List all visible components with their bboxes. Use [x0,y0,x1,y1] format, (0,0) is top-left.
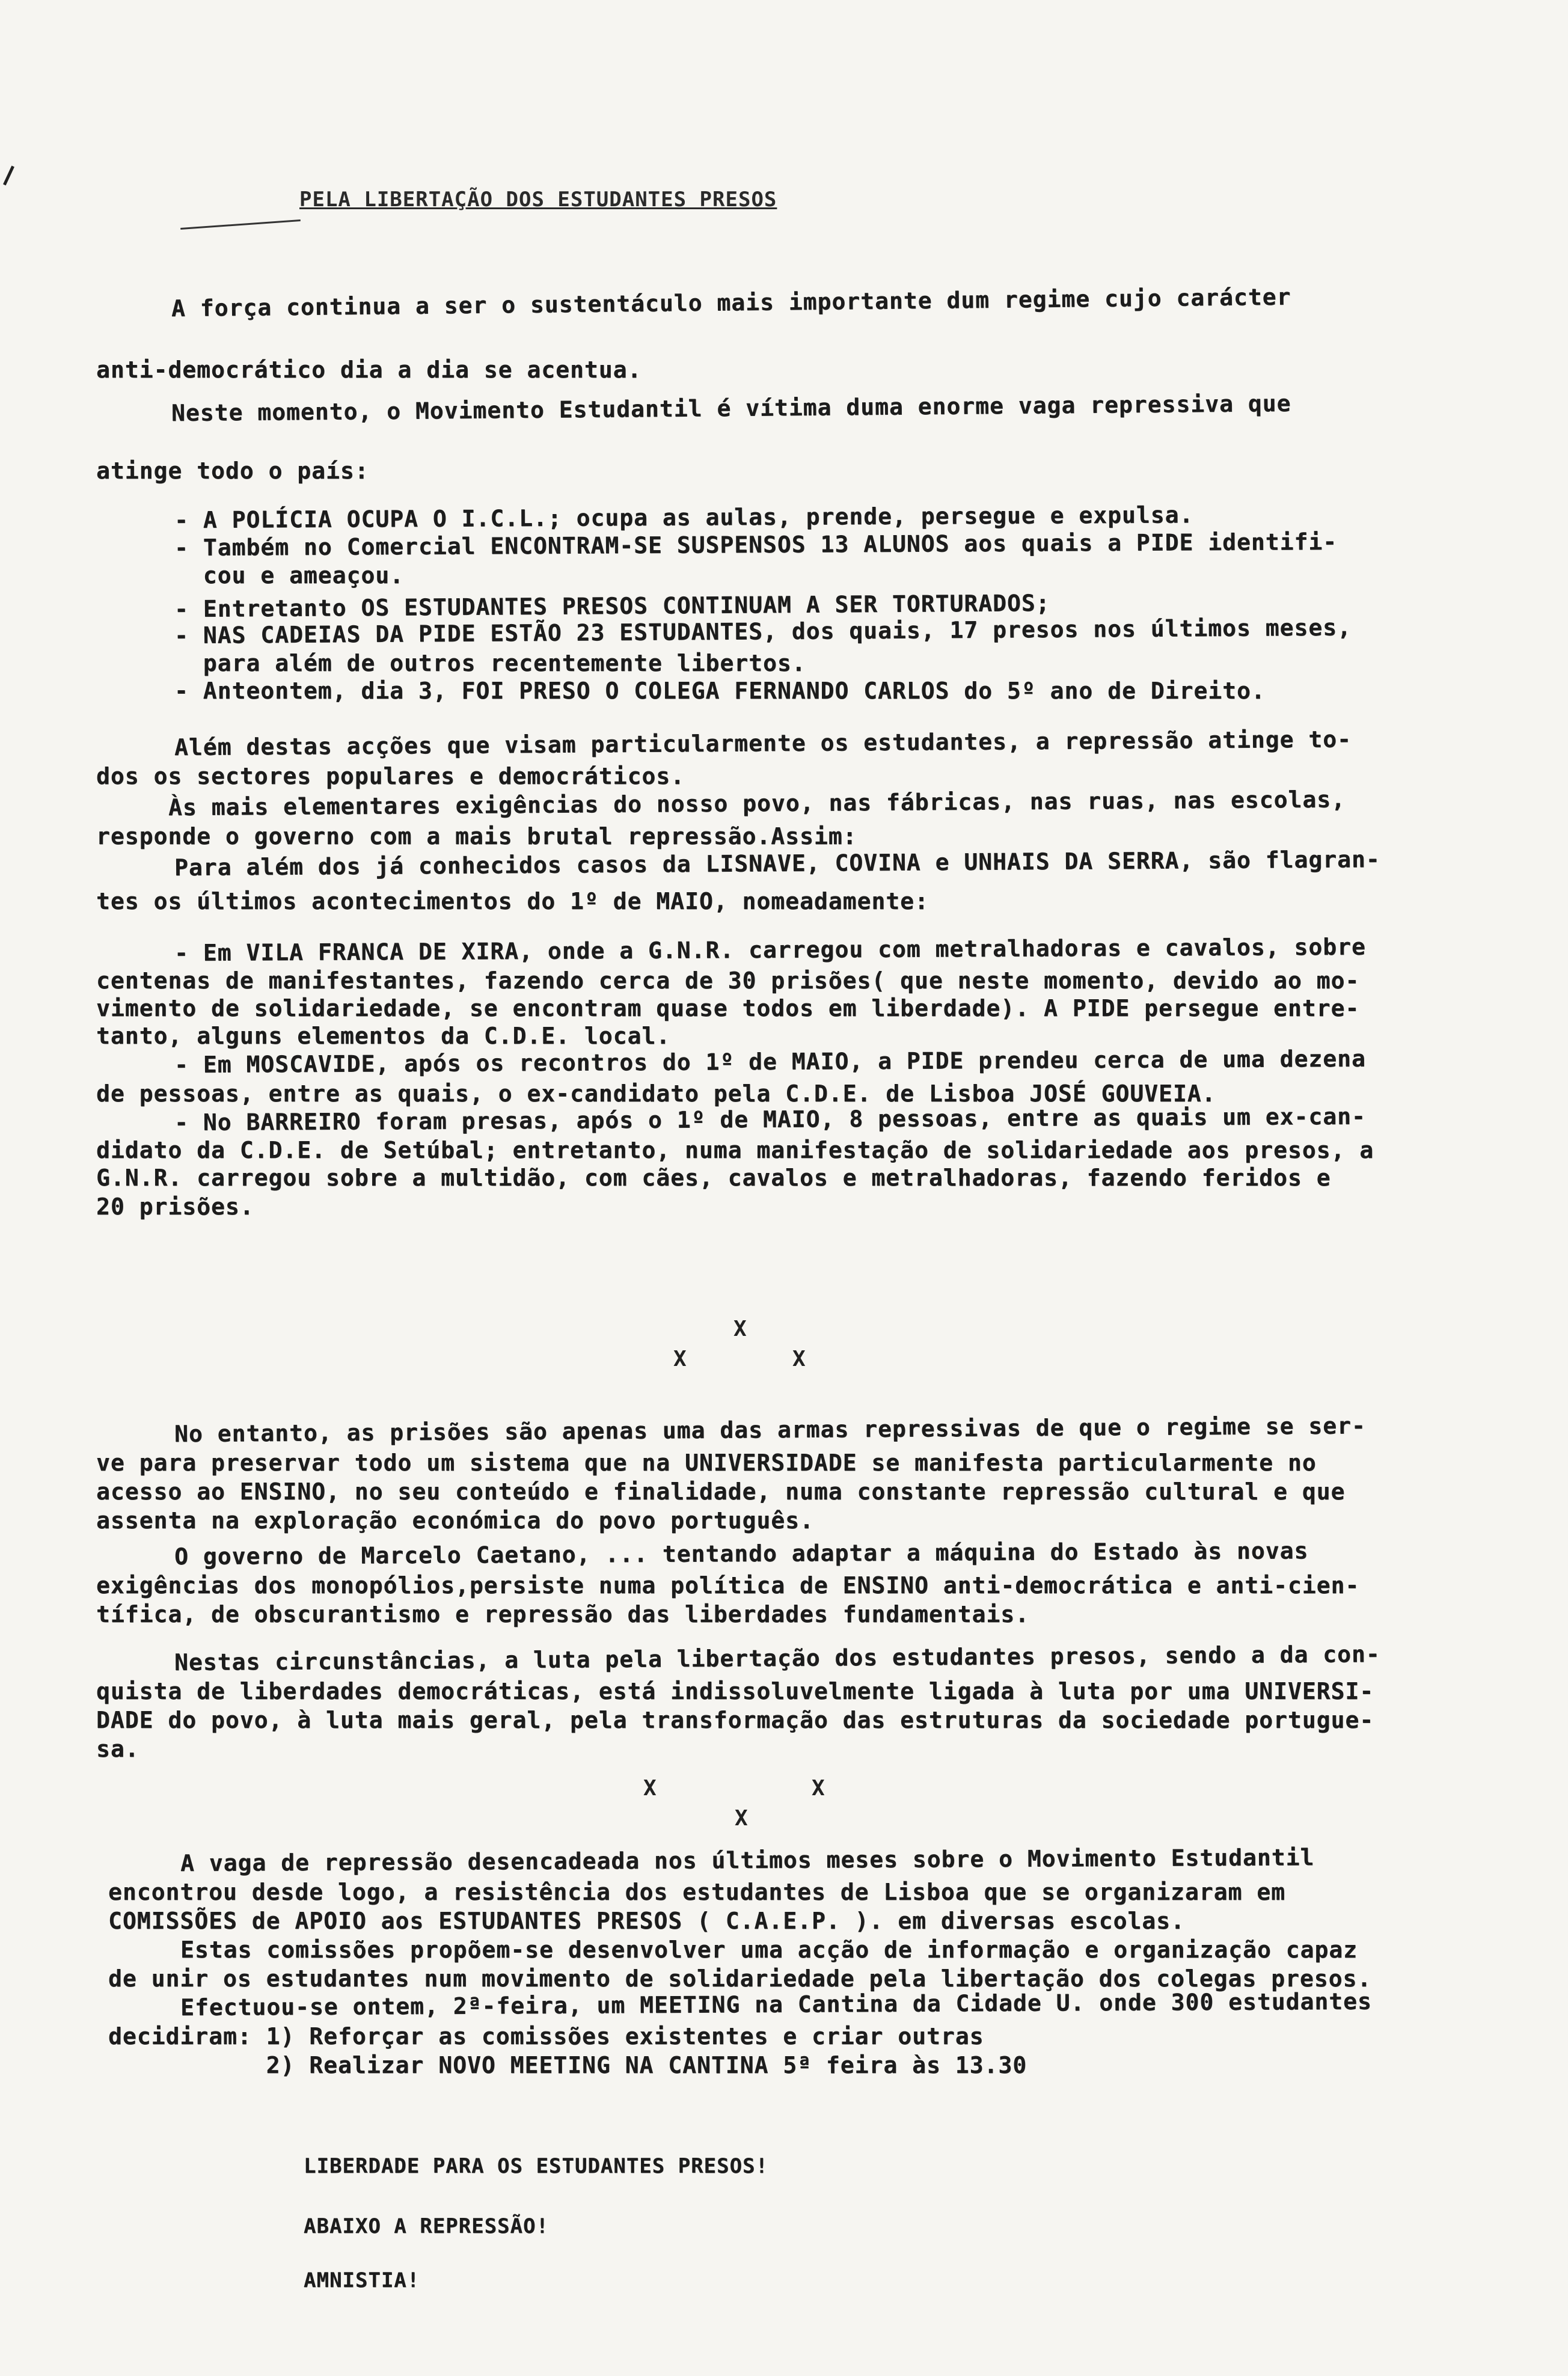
text-line: DADE do povo, à luta mais geral, pela transformação das estruturas da sociedade portugue- [96,1707,1374,1733]
text-line: ve para preservar todo um sistema que na UNIVERSIDADE se manifesta particularmente no [96,1450,1317,1476]
list-item: - A POLÍCIA OCUPA O I.C.L.; ocupa as aulas, prende, persegue e expulsa. [174,501,1194,533]
text-line: A força continua a ser o sustentáculo mais importante dum regime cujo carácter [171,283,1291,322]
text-line: O governo de Marcelo Caetano, ... tentando adaptar a máquina do Estado às novas [174,1537,1309,1570]
list-item: didato da C.D.E. de Setúbal; entretanto, numa manifestação de solidariedade aos presos, a [96,1137,1374,1163]
text-line: Nestas circunstâncias, a luta pela libertação dos estudantes presos, sendo a da con- [174,1640,1380,1676]
list-item: - No BARREIRO foram presas, após o 1º de MAIO, 8 pessoas, entre as quais um ex-can- [174,1103,1366,1136]
text-line: Além destas acções que visam particularmente os estudantes, a repressão atinge to- [174,726,1352,761]
list-item: 20 prisões. [96,1193,254,1220]
list-item: cou e ameaçou. [174,562,405,589]
text-line: 2) Realizar NOVO MEETING NA CANTINA 5ª feira às 13.30 [108,2052,1027,2078]
list-item: vimento de solidariedade, se encontram quase todos em liberdade). A PIDE persegue entre- [96,995,1360,1021]
list-item: - Em VILA FRANCA DE XIRA, onde a G.N.R. carregou com metralhadoras e cavalos, sobre [174,933,1366,966]
margin-pen-mark [3,166,14,186]
text-line: encontrou desde logo, a resistência dos estudantes de Lisboa que se organizaram em [108,1879,1285,1905]
text-line: assenta na exploração económica do povo português. [96,1507,814,1534]
text-line: decidiram: 1) Reforçar as comissões existentes e criar outras [108,2023,984,2050]
separator-mark: X [643,1776,657,1801]
text-line: exigências dos monopólios,persiste numa política de ENSINO anti-democrática e anti-cien- [96,1572,1360,1599]
list-item: tanto, alguns elementos da C.D.E. local. [96,1023,671,1049]
list-item: de pessoas, entre as quais, o ex-candidato pela C.D.E. de Lisboa JOSÉ GOUVEIA. [96,1080,1216,1107]
list-item: - Também no Comercial ENCONTRAM-SE SUSPENSOS 13 ALUNOS aos quais a PIDE identifi- [174,528,1338,561]
document-title: PELA LIBERTAÇÃO DOS ESTUDANTES PRESOS [299,188,777,212]
separator-mark: X [792,1347,806,1371]
text-line: sa. [96,1736,139,1762]
text-line: tífica, de obscurantismo e repressão das liberdades fundamentais. [96,1601,1030,1627]
text-line: quista de liberdades democráticas, está indissoluvelmente ligada à luta por uma UNIVERSI- [96,1678,1374,1704]
text-line: COMISSÕES de APOIO aos ESTUDANTES PRESOS ( C.A.E.P. ). em diversas escolas. [108,1908,1185,1934]
slogan: LIBERDADE PARA OS ESTUDANTES PRESOS! [304,2154,768,2178]
list-item: - Anteontem, dia 3, FOI PRESO O COLEGA FERNANDO CARLOS do 5º ano de Direito. [174,678,1266,704]
text-line: Efectuou-se ontem, 2ª-feira, um MEETING na Cantina da Cidade U. onde 300 estudantes [180,1988,1372,2021]
text-line: de unir os estudantes num movimento de solidariedade pela libertação dos colegas presos. [108,1965,1372,1992]
text-line: anti-democrático dia a dia se acentua. [96,357,642,383]
title-underline-stroke [180,219,301,230]
list-item: - Entretanto OS ESTUDANTES PRESOS CONTINUAM A SER TORTURADOS; [174,589,1050,622]
separator-mark: X [673,1347,687,1371]
separator-mark: X [735,1806,748,1831]
text-line: No entanto, as prisões são apenas uma das armas repressivas de que o regime se ser- [174,1412,1366,1447]
text-line: Para além dos já conhecidos casos da LISNAVE, COVINA e UNHAIS DA SERRA, são flagran- [174,845,1380,881]
text-line: Estas comissões propõem-se desenvolver uma acção de informação e organização capaz [180,1937,1358,1963]
list-item: G.N.R. carregou sobre a multidão, com cães, cavalos e metralhadoras, fazendo feridos e [96,1165,1331,1191]
list-item: - Em MOSCAVIDE, após os recontros do 1º de MAIO, a PIDE prendeu cerca de uma dezena [174,1045,1366,1078]
text-line: tes os últimos acontecimentos do 1º de MAIO, nomeadamente: [96,888,929,914]
text-line: Neste momento, o Movimento Estudantil é vítima duma enorme vaga repressiva que [171,390,1291,426]
text-line: responde o governo com a mais brutal repressão.Assim: [96,823,857,850]
text-line: dos os sectores populares e democráticos. [96,763,685,789]
slogan: AMNISTIA! [304,2268,420,2292]
text-line: A vaga de repressão desencadeada nos últimos meses sobre o Movimento Estudantil [180,1844,1315,1876]
separator-mark: X [733,1317,747,1341]
text-line: atinge todo o país: [96,458,369,484]
text-line: Às mais elementares exigências do nosso povo, nas fábricas, nas ruas, nas escolas, [168,786,1346,821]
slogan: ABAIXO A REPRESSÃO! [304,2214,549,2238]
list-item: centenas de manifestantes, fazendo cerca de 30 prisões( que neste momento, devido ao mo- [96,967,1360,994]
list-item: para além de outros recentemente libertos. [174,650,806,676]
separator-mark: X [812,1776,825,1801]
text-line: acesso ao ENSINO, no seu conteúdo e finalidade, numa constante repressão cultural e que [96,1478,1346,1505]
list-item: - NAS CADEIAS DA PIDE ESTÃO 23 ESTUDANTES, dos quais, 17 presos nos últimos meses, [174,614,1352,649]
